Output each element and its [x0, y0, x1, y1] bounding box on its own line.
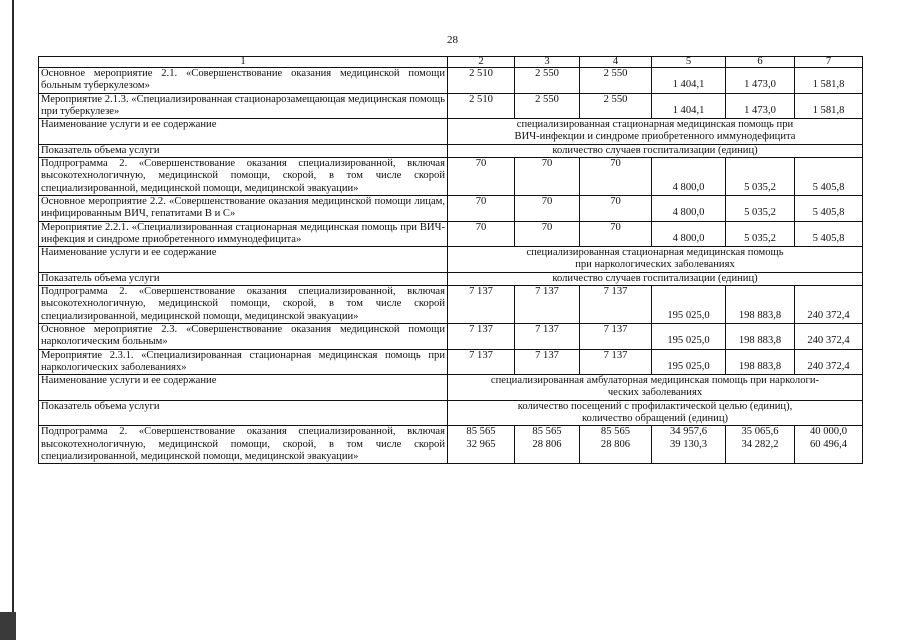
value: 195 025,0 [667, 360, 710, 372]
value-second: 32 965 [466, 438, 496, 450]
value-cell [726, 195, 795, 221]
value-cell [652, 286, 726, 324]
value: 70 [610, 221, 621, 233]
value-cell [515, 323, 580, 349]
value: 35 065,6 [741, 426, 779, 438]
column-header: 6 [726, 57, 795, 68]
value: 70 [541, 195, 553, 207]
section-header-row [39, 400, 863, 426]
column-header: 4 [580, 57, 652, 68]
value-cell [652, 221, 726, 247]
value-cell [795, 195, 863, 221]
table-header-row [39, 57, 863, 68]
merged-description-line: специализированная амбулаторная медицинская помощь при наркологи- [490, 375, 820, 387]
section-header-row [39, 144, 863, 157]
value-cell [580, 286, 652, 324]
merged-description [448, 247, 863, 273]
column-header: 3 [515, 57, 580, 68]
value: 85 565 [532, 426, 562, 438]
value: 198 883,8 [738, 360, 782, 372]
table-row [39, 93, 863, 119]
value: 2 550 [603, 93, 628, 105]
value-cell [580, 93, 652, 119]
row-description: Основное мероприятие 2.1. «Совершенствование оказания медицинской помощи больным туберкулезом» [39, 68, 448, 94]
value: 240 372,4 [807, 360, 850, 372]
value-cell [515, 286, 580, 324]
table-row [39, 68, 863, 94]
value-cell [726, 221, 795, 247]
merged-description-line: специализированная стационарная медицинская помощь [526, 247, 784, 259]
value-cell [448, 195, 515, 221]
row-description: Мероприятие 2.2.1. «Специализированная стационарная медицинская помощь при ВИЧ-инфекция и синдроме приобретенного иммунодефицита» [39, 221, 448, 247]
value-cell [795, 286, 863, 324]
value: 7 137 [469, 349, 493, 361]
value: 4 800,0 [672, 232, 705, 244]
column-header: 7 [795, 57, 863, 68]
row-label: Наименование услуги и ее содержание [39, 119, 448, 145]
value: 2 550 [535, 93, 559, 105]
table-row [39, 323, 863, 349]
value: 70 [475, 158, 487, 170]
value: 1 473,0 [744, 104, 776, 116]
value-cell [448, 323, 515, 349]
row-description: Основное мероприятие 2.3. «Совершенствование оказания медицинской помощи наркологическим больным» [39, 323, 448, 349]
value-second: 28 806 [532, 438, 562, 450]
value-cell [652, 349, 726, 375]
value: 85 565 [600, 426, 631, 438]
value-cell [726, 93, 795, 119]
merged-description-line: количество случаев госпитализации (единиц) [552, 144, 758, 156]
value: 70 [541, 221, 553, 233]
value-cell [795, 426, 863, 464]
value-cell [726, 286, 795, 324]
value-cell [580, 426, 652, 464]
value: 240 372,4 [807, 335, 850, 347]
merged-description [448, 272, 863, 285]
merged-description [448, 119, 863, 145]
value: 198 883,8 [738, 335, 782, 347]
scan-edge-left [12, 0, 14, 640]
value-cell [795, 68, 863, 94]
value: 7 137 [535, 323, 559, 335]
row-label: Показатель объема услуги [39, 144, 448, 157]
table-row [39, 286, 863, 324]
table-row [39, 221, 863, 247]
table-row [39, 195, 863, 221]
value: 1 581,8 [812, 79, 845, 91]
section-header-row [39, 247, 863, 273]
row-description: Подпрограмма 2. «Совершенствование оказания специализированной, включая высокотехнологичную, медицинской помощи, скорой, в том числе скорой специализированной, медицинской помощи, медицинской эвакуации» [39, 426, 448, 464]
value: 5 035,2 [744, 232, 776, 244]
value-cell [448, 286, 515, 324]
value: 1 473,0 [744, 79, 776, 91]
value-cell [795, 93, 863, 119]
value: 240 372,4 [807, 309, 850, 321]
budget-table [38, 56, 863, 464]
row-label: Показатель объема услуги [39, 400, 448, 426]
value-cell [515, 195, 580, 221]
value: 7 137 [535, 286, 559, 298]
value: 2 510 [469, 68, 493, 79]
row-label: Наименование услуги и ее содержание [39, 375, 448, 401]
section-header-row [39, 119, 863, 145]
value: 1 404,1 [672, 104, 705, 116]
value-cell [580, 195, 652, 221]
value: 195 025,0 [667, 309, 710, 321]
column-header: 5 [652, 57, 726, 68]
row-description: Основное мероприятие 2.2. «Совершенствование оказания медицинской помощи лицам, инфицированным ВИЧ, гепатитами В и С» [39, 195, 448, 221]
value-cell [515, 426, 580, 464]
column-header: 1 [39, 57, 448, 68]
value: 7 137 [469, 286, 493, 298]
value-second: 28 806 [600, 438, 631, 450]
value: 4 800,0 [672, 181, 705, 193]
column-header: 2 [448, 57, 515, 68]
value: 7 137 [603, 349, 628, 361]
value-cell [795, 221, 863, 247]
row-label: Наименование услуги и ее содержание [39, 247, 448, 273]
merged-description [448, 375, 863, 401]
merged-description-line: количество посещений с профилактической целью (единиц), [517, 400, 793, 412]
value: 70 [610, 158, 621, 170]
value-cell [448, 93, 515, 119]
value: 5 035,2 [744, 181, 776, 193]
value-cell [448, 426, 515, 464]
value-cell [515, 158, 580, 196]
value-cell [652, 68, 726, 94]
section-header-row [39, 375, 863, 401]
value: 70 [541, 158, 553, 170]
value-cell [726, 68, 795, 94]
value-cell [580, 221, 652, 247]
value-cell [726, 426, 795, 464]
merged-description-line: ВИЧ-инфекции и синдроме приобретенного иммунодефицита [514, 131, 796, 143]
merged-description [448, 400, 863, 426]
page-number: 28 [447, 34, 458, 46]
value: 2 550 [535, 68, 559, 79]
row-description: Мероприятие 2.1.3. «Специализированная стационарозамещающая медицинская помощь при туберкулезе» [39, 93, 448, 119]
value: 85 565 [466, 426, 496, 438]
value-cell [580, 323, 652, 349]
value: 2 550 [603, 68, 628, 79]
value: 4 800,0 [672, 207, 705, 219]
row-description: Мероприятие 2.3.1. «Специализированная стационарная медицинская помощь при наркологических заболеваниях» [39, 349, 448, 375]
value-cell [726, 158, 795, 196]
value-cell [515, 221, 580, 247]
table-row [39, 158, 863, 196]
scan-edge-bottom-left [0, 612, 16, 640]
value: 2 510 [469, 93, 493, 105]
value-cell [515, 68, 580, 94]
value: 7 137 [603, 323, 628, 335]
value-cell [580, 349, 652, 375]
value-cell [652, 323, 726, 349]
value-second: 60 496,4 [809, 438, 848, 450]
merged-description-line: специализированная стационарная медицинская помощь при [516, 119, 794, 131]
value: 5 405,8 [812, 181, 845, 193]
value-cell [652, 93, 726, 119]
value: 7 137 [603, 286, 628, 298]
table-row [39, 349, 863, 375]
value: 1 404,1 [672, 79, 705, 91]
value-cell [652, 158, 726, 196]
value: 5 035,2 [744, 207, 776, 219]
value: 198 883,8 [738, 309, 782, 321]
merged-description-line: ческих заболеваниях [607, 387, 703, 399]
value: 5 405,8 [812, 232, 845, 244]
table-row [39, 426, 863, 464]
value: 1 581,8 [812, 104, 845, 116]
merged-description-line: при наркологических заболеваниях [575, 259, 735, 271]
table-body [39, 57, 863, 464]
merged-description-line: количество обращений (единиц) [581, 413, 729, 425]
merged-description-line: количество случаев госпитализации (единиц) [552, 272, 758, 284]
row-label: Показатель объема услуги [39, 272, 448, 285]
value-cell [652, 195, 726, 221]
value-cell [448, 349, 515, 375]
value-cell [726, 323, 795, 349]
value-cell [515, 93, 580, 119]
value-second: 34 282,2 [741, 438, 779, 450]
value: 7 137 [469, 323, 493, 335]
value-cell [795, 349, 863, 375]
value-cell [448, 221, 515, 247]
row-description: Подпрограмма 2. «Совершенствование оказания специализированной, включая высокотехнологичную, медицинской помощи, скорой, в том числе скорой специализированной, медицинской помощи, медицинской эвакуации» [39, 286, 448, 324]
value: 34 957,6 [669, 426, 708, 438]
value-cell [448, 158, 515, 196]
section-header-row [39, 272, 863, 285]
row-description: Подпрограмма 2. «Совершенствование оказания специализированной, включая высокотехнологичную, медицинской помощи, скорой, в том числе скорой специализированной, медицинской помощи, медицинской эвакуации» [39, 158, 448, 196]
value: 70 [610, 195, 621, 207]
value: 195 025,0 [667, 335, 710, 347]
value-cell [726, 349, 795, 375]
value-cell [795, 323, 863, 349]
merged-description [448, 144, 863, 157]
value-cell [580, 158, 652, 196]
value-cell [795, 158, 863, 196]
value-cell [448, 68, 515, 94]
value: 70 [475, 221, 487, 233]
value: 7 137 [535, 349, 559, 361]
value: 5 405,8 [812, 207, 845, 219]
value: 70 [475, 195, 487, 207]
value-cell [580, 68, 652, 94]
value-cell [515, 349, 580, 375]
value: 40 000,0 [809, 426, 848, 438]
value-cell [652, 426, 726, 464]
value-second: 39 130,3 [669, 438, 708, 450]
